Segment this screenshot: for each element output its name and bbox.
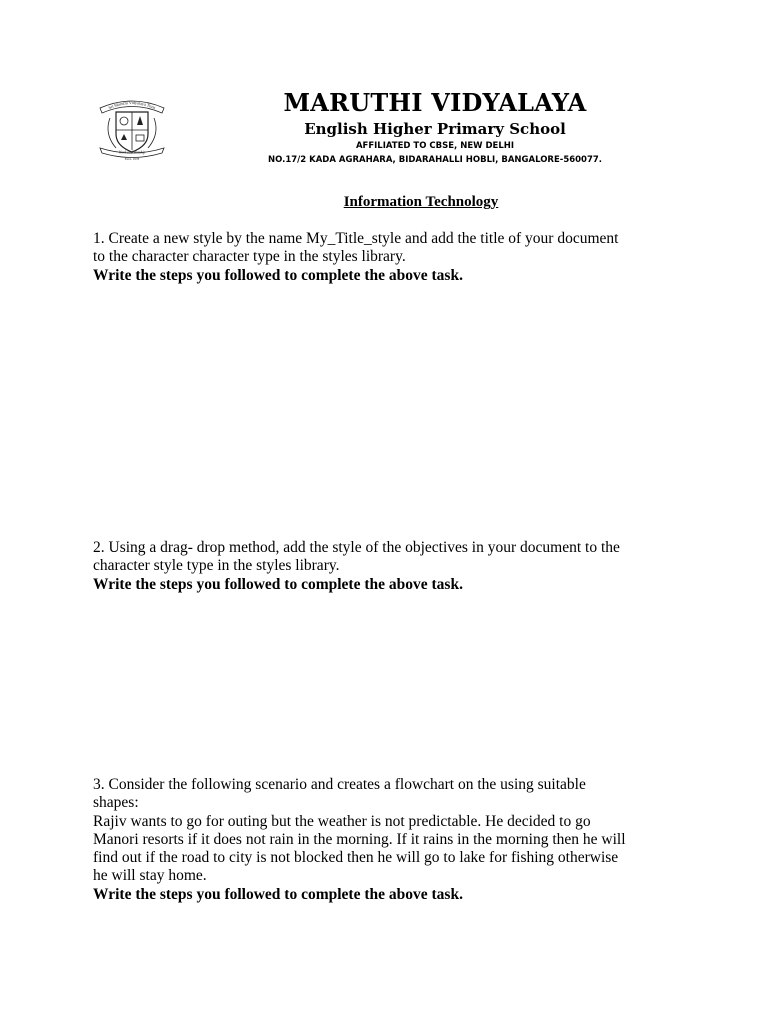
- question-text-line: he will stay home.: [93, 867, 207, 885]
- question-text-line: Rajiv wants to go for outing but the weather is not predictable. He decided to go: [93, 812, 591, 830]
- question-3: [93, 776, 683, 904]
- question-2: [93, 539, 683, 594]
- question-text-line: 2. Using a drag- drop method, add the style of the objectives in your document to the: [93, 539, 620, 556]
- crest-motto: Work and Worship: [118, 150, 146, 155]
- crest-estd: Estd. 1978: [124, 157, 140, 161]
- address-line: NO.17/2 KADA AGRAHARA, BIDARAHALLI HOBLI, BANGALORE-560077.: [267, 155, 603, 165]
- school-name: MARUTHI VIDYALAYA: [283, 88, 587, 117]
- question-text-line: 3. Consider the following scenario and creates a flowchart on the using suitable: [93, 776, 586, 793]
- document-title: Information Technology: [343, 194, 499, 210]
- question-instruction: Write the steps you followed to complete the above task.: [93, 266, 463, 284]
- school-crest-icon: [96, 98, 168, 162]
- letterhead: [200, 88, 670, 167]
- question-text-line: 1. Create a new style by the name My_Title_style and add the title of your document: [93, 230, 619, 247]
- crest-ring-text: Sri Maruthi Vidyalaya Trust: [107, 99, 157, 111]
- question-text-line: to the character character type in the styles library.: [93, 248, 406, 266]
- question-instruction: Write the steps you followed to complete the above task.: [93, 885, 463, 903]
- question-text-line: Manori resorts if it does not rain in the morning. If it rains in the morning then he will: [93, 830, 626, 848]
- question-text-line: shapes:: [93, 794, 139, 812]
- question-1: [93, 230, 683, 285]
- affiliation-line: AFFILIATED TO CBSE, NEW DELHI: [355, 141, 515, 151]
- school-type: English Higher Primary School: [304, 120, 566, 138]
- question-text-line: find out if the road to city is not blocked then he will go to lake for fishing otherwise: [93, 849, 619, 867]
- question-instruction: Write the steps you followed to complete the above task.: [93, 575, 463, 593]
- question-text-line: character style type in the styles library.: [93, 557, 340, 575]
